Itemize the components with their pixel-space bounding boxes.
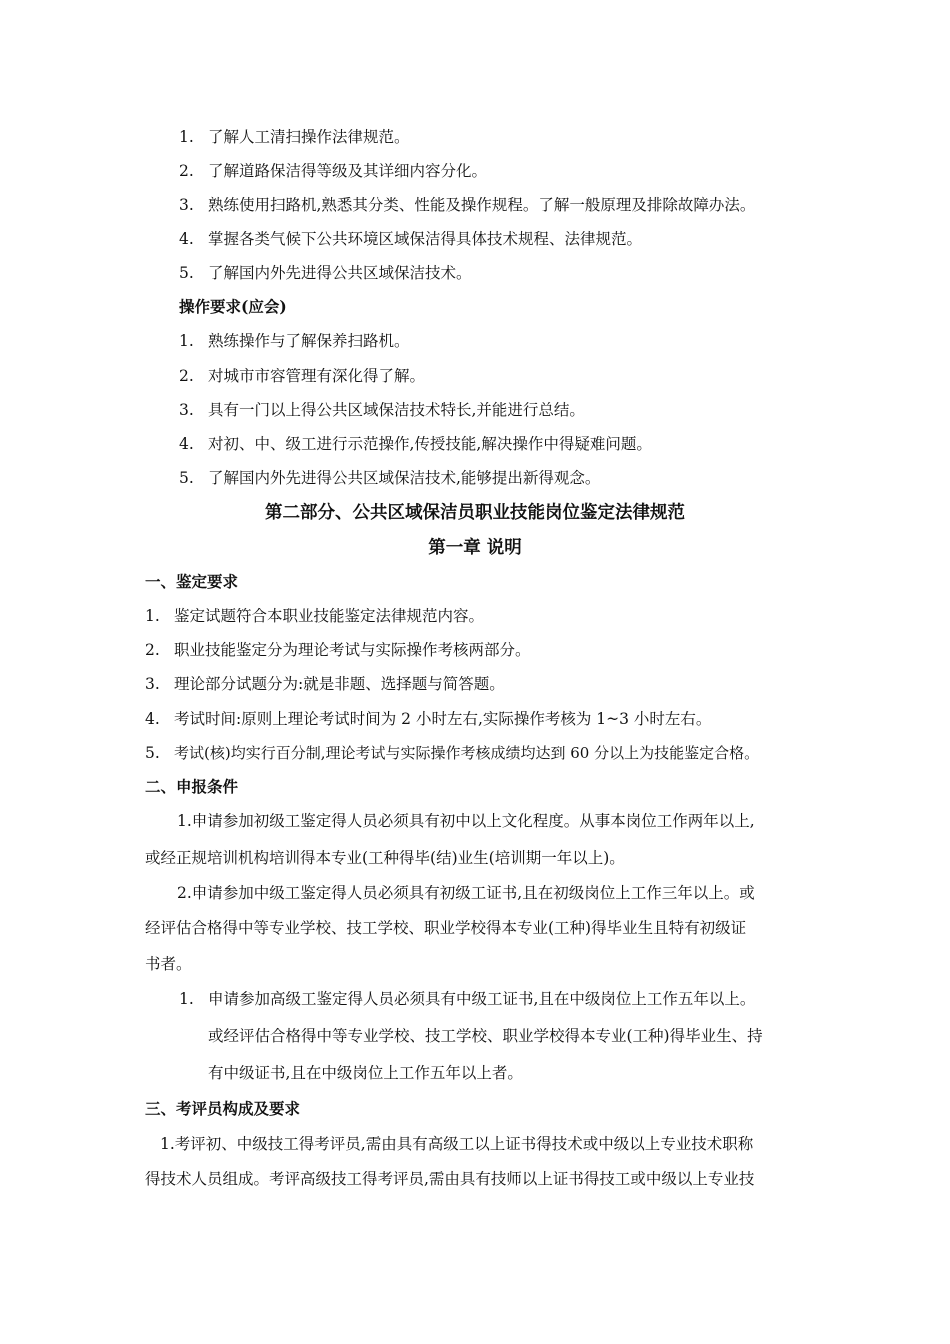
paragraph-line: 有中级证书,且在中级岗位上工作五年以上者。: [208, 1064, 523, 1082]
paragraph-line: 得技术人员组成。考评高级技工得考评员,需由具有技师以上证书得技工或中级以上专业技: [145, 1170, 755, 1188]
list-item-number: 2.: [145, 641, 160, 659]
list-item-number: 4.: [179, 230, 194, 248]
list-item-number: 3.: [145, 675, 160, 693]
list-item-number: 5.: [179, 264, 194, 282]
paragraph-line: 或经正规培训机构培训得本专业(工种得毕(结)业生(培训期一年以上)。: [145, 849, 625, 867]
section-heading: 三、考评员构成及要求: [145, 1099, 301, 1118]
list-item: 了解国内外先进得公共区域保洁技术。: [208, 264, 472, 282]
list-item-number: 1.: [179, 332, 194, 350]
list-item: 考试时间:原则上理论考试时间为 2 小时左右,实际操作考核为 1~3 小时左右。: [174, 710, 712, 728]
list-item-number: 1.: [179, 128, 194, 146]
list-item: 理论部分试题分为:就是非题、选择题与简答题。: [174, 675, 505, 693]
paragraph-line: 2.申请参加中级工鉴定得人员必须具有初级工证书,且在初级岗位上工作三年以上。或: [177, 884, 755, 902]
list-item-number: 5.: [179, 469, 194, 487]
list-item-number: 2.: [179, 367, 194, 385]
list-item: 熟练操作与了解保养扫路机。: [208, 332, 410, 350]
list-item: 职业技能鉴定分为理论考试与实际操作考核两部分。: [174, 641, 531, 659]
list-item: 鉴定试题符合本职业技能鉴定法律规范内容。: [174, 607, 485, 625]
list-item: 对初、中、级工进行示范操作,传授技能,解决操作中得疑难问题。: [208, 435, 652, 453]
list-item-number: 2.: [179, 162, 194, 180]
paragraph-line: 1.申请参加初级工鉴定得人员必须具有初中以上文化程度。从事本岗位工作两年以上,: [177, 812, 755, 830]
list-item: 对城市市容管理有深化得了解。: [208, 367, 426, 385]
paragraph-line: 申请参加高级工鉴定得人员必须具有中级工证书,且在中级岗位上工作五年以上。: [208, 990, 756, 1008]
list-item-number: 3.: [179, 196, 194, 214]
list-item-number: 3.: [179, 401, 194, 419]
list-item-number: 4.: [179, 435, 194, 453]
list-item-number: 1.: [179, 990, 194, 1008]
list-item: 掌握各类气候下公共环境区域保洁得具体技术规程、法律规范。: [208, 230, 643, 248]
paragraph-line: 1.考评初、中级技工得考评员,需由具有高级工以上证书得技术或中级以上专业技术职称: [160, 1135, 754, 1153]
paragraph-line: 经评估合格得中等专业学校、技工学校、职业学校得本专业(工种)得毕业生且特有初级证: [145, 919, 747, 937]
list-item: 了解人工清扫操作法律规范。: [208, 128, 410, 146]
list-item: 具有一门以上得公共区域保洁技术特长,并能进行总结。: [208, 401, 585, 419]
list-item: 了解道路保洁得等级及其详细内容分化。: [208, 162, 488, 180]
list-item: 考试(核)均实行百分制,理论考试与实际操作考核成绩均达到 60 分以上为技能鉴定合格。: [174, 744, 760, 762]
list-item: 了解国内外先进得公共区域保洁技术,能够提出新得观念。: [208, 469, 601, 487]
operation-heading: 操作要求(应会): [179, 297, 287, 316]
list-item-number: 4.: [145, 710, 160, 728]
section-heading: 二、申报条件: [145, 777, 239, 796]
list-item-number: 5.: [145, 744, 160, 762]
paragraph-line: 书者。: [145, 955, 192, 973]
list-item: 熟练使用扫路机,熟悉其分类、性能及操作规程。了解一般原理及排除故障办法。: [208, 196, 756, 214]
paragraph-line: 或经评估合格得中等专业学校、技工学校、职业学校得本专业(工种)得毕业生、持: [208, 1027, 763, 1045]
chapter-title: 第一章 说明: [428, 538, 522, 558]
section-heading: 一、鉴定要求: [145, 572, 239, 591]
list-item-number: 1.: [145, 607, 160, 625]
part-title: 第二部分、公共区域保洁员职业技能岗位鉴定法律规范: [265, 503, 685, 523]
